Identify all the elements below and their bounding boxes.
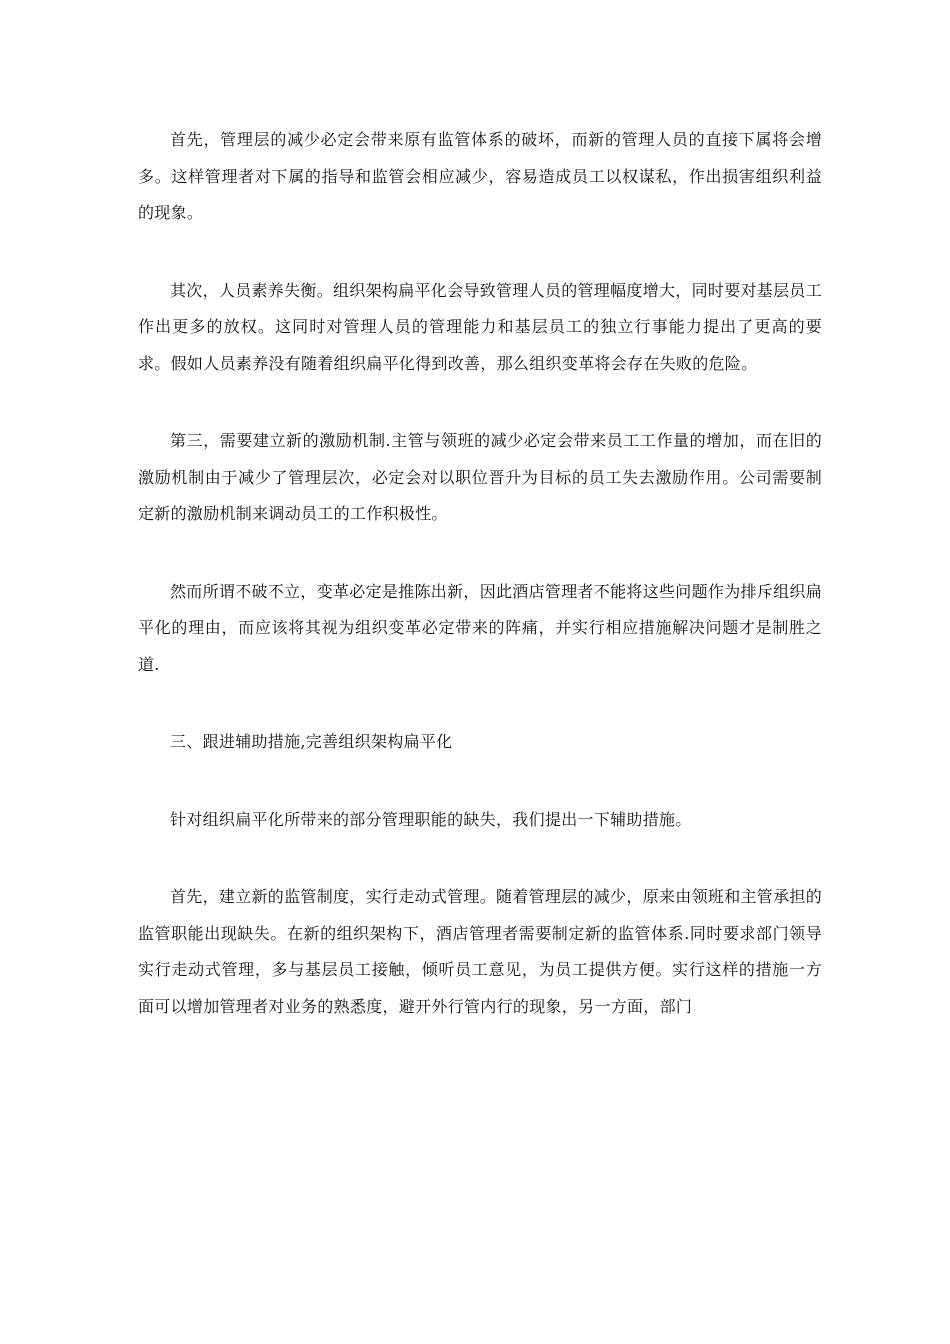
paragraph-drawbacks-incentives: 第三，需要建立新的激励机制.主管与领班的减少必定会带来员工工作量的增加，而在旧的激励机制由于减少了管理层次，必定会对以职位晋升为目标的员工失去激励作用。公司需要制定新的激励机制来调动员工的工作积极性。 — [138, 431, 822, 523]
paragraph-drawbacks-supervision: 首先，管理层的减少必定会带来原有监管体系的破坏，而新的管理人员的直接下属将会增多。这样管理者对下属的指导和监管会相应减少，容易造成员工以权谋私，作出损害组织利益的现象。 — [138, 130, 822, 222]
paragraph-conclusion: 然而所谓不破不立，变革必定是推陈出新，因此酒店管理者不能将这些问题作为排斥组织扁平化的理由，而应该将其视为组织变革必定带来的阵痛，并实行相应措施解决问题才是制胜之道. — [138, 581, 823, 674]
paragraph-measure-supervision: 首先，建立新的监管制度，实行走动式管理。随着管理层的减少，原来由领班和主管承担的监管职能出现缺失。在新的组织架构下，酒店管理者需要制定新的监管体系.同时要求部门领导实行走动式管理，多与基层员工接触，倾听员工意见，为员工提供方便。实行这样的措施一方面可以增加管理者对业务的熟悉度，避开外行管内行的现象，另一方面，部门 — [138, 887, 823, 1016]
section-heading-auxiliary-measures: 三、跟进辅助措施,完善组织架构扁平化 — [170, 732, 453, 751]
document-body — [138, 122, 822, 1025]
paragraph-measures-intro: 针对组织扁平化所带来的部分管理职能的缺失，我们提出一下辅助措施。 — [170, 809, 692, 829]
paragraph-drawbacks-staff-quality: 其次，人员素养失衡。组织架构扁平化会导致管理人员的管理幅度增大，同时要对基层员工作出更多的放权。这同时对管理人员的管理能力和基层员工的独立行事能力提出了更高的要求。假如人员素养没有随着组织扁平化得到改善，那么组织变革将会存在失败的危险。 — [138, 280, 823, 373]
